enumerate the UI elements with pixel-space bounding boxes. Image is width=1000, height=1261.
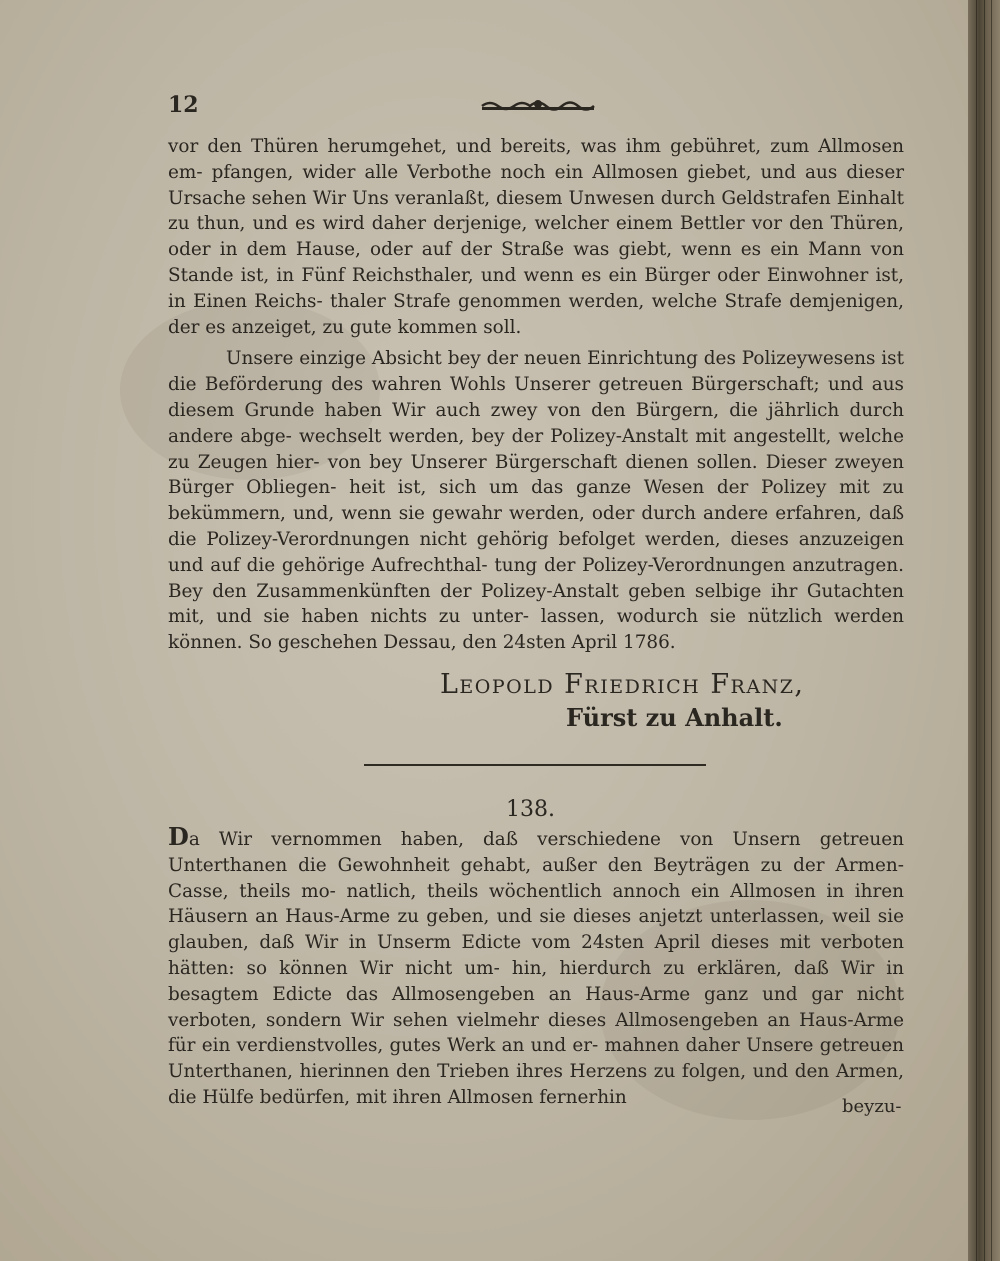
drop-cap: D [168,822,189,851]
signature-name: Leopold Friedrich Franz, [440,669,805,700]
section-number: 138. [506,797,555,822]
section-divider [364,764,706,766]
edge-line [991,0,992,1261]
ordinance-text-138 [168,824,904,1111]
running-head [168,92,908,118]
ordinance-text-137 [168,134,904,656]
paragraph: vor den Thüren herumgehet, und bereits, was ihm gebühret, zum Allmosen em- pfangen, wider alle Verbothe noch ein Allmosen giebet, und aus dieser Ursache sehen Wir Uns veranlaßt, diesem Unwesen durch Geldstrafen Einhalt zu thun, und es wird daher derjenige, welcher einem Bettler vor den Thüren, oder in dem Hause, oder auf der Straße was giebt, wenn es ein Mann von Stande ist, in Fünf Reichsthaler, und wenn es ein Bürger oder Einwohner ist, in Einen Reichs- thaler Strafe genommen werden, welche Strafe demjenigen, der es anzeiget, zu gute kommen soll. [168,136,904,338]
signature-title: Fürst zu Anhalt. [566,703,783,732]
page-edge [968,0,1000,1261]
edge-line [984,0,985,1261]
edge-line [976,0,977,1261]
catchword: beyzu- [842,1096,902,1117]
paragraph-body: a Wir vernommen haben, daß verschiedene von Unsern getreuen Unterthanen die Gewohnheit gehabt, außer den Beyträgen zu der Armen-Casse, theils mo- natlich, theils wöchentlich annoch ein Allmosen in ihren Häusern an Haus-Arme zu geben, und sie dieses anjetzt unterlassen, weil sie glauben, daß Wir in Unserm Edicte vom 24sten April dieses mit verboten hätten: so können Wir nicht um- hin, hierdurch zu erklären, daß Wir in besagtem Edicte das Allmosengeben an Haus-Arme ganz und gar nicht verboten, sondern Wir sehen vielmehr dieses Allmosengeben an Haus-Arme für ein verdienstvolles, gutes Werk an und er- mahnen daher Unsere getreuen Unterthanen, hierinnen den Trieben ihres Herzens zu folgen, und den Armen, die Hülfe bedürfen, mit ihren Allmosen fernerhin [168,829,904,1108]
ornament-icon [480,98,596,112]
paragraph [168,824,904,1111]
page-number: 12 [168,92,199,118]
paragraph: Unsere einzige Absicht bey der neuen Einrichtung des Polizeywesens ist die Beförderung des wahren Wohls Unserer getreuen Bürgerschaft; und aus diesem Grunde haben Wir auch zwey von den Bürgern, die jährlich durch andere abge- wechselt werden, bey der Polizey-Anstalt mit angestellt, welche zu Zeugen hier- von bey Unserer Bürgerschaft dienen sollen. Dieser zweyen Bürger Obliegen- heit ist, sich um das ganze Wesen der Polizey mit zu bekümmern, und, wenn sie gewahr werden, oder durch andere erfahren, daß die Polizey-Verordnungen nicht gehörig befolget werden, dieses anzuzeigen und auf die gehörige Aufrechthal- tung der Polizey-Verordnungen anzutragen. Bey den Zusammenkünften der Polizey-Anstalt geben selbige ihr Gutachten mit, und sie haben nichts zu unter- lassen, wodurch sie nützlich werden können. So geschehen Dessau, den 24sten April 1786. [168,348,904,654]
